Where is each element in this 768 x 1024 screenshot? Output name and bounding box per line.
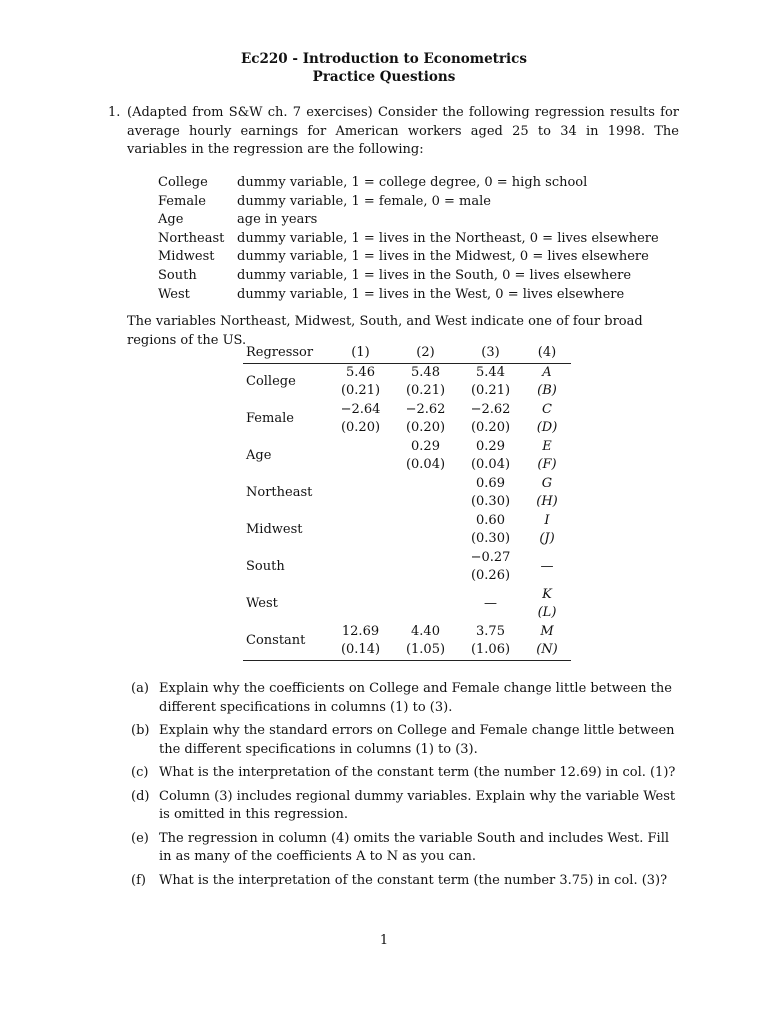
coef-cell (393, 475, 458, 494)
regressor-label: Age (246, 447, 272, 463)
variable-row (158, 193, 659, 212)
question-number: 1. (108, 105, 121, 120)
coef-cell (393, 549, 458, 568)
coef-cell (328, 475, 393, 494)
part-text: What is the interpretation of the constant term (the number 12.69) in col. (1)? (159, 765, 676, 780)
coef-cell: G (541, 475, 553, 491)
question-part (131, 722, 680, 759)
se-cell: (0.21) (405, 383, 446, 398)
se-cell (393, 530, 458, 549)
se-cell (393, 567, 458, 586)
variable-row (158, 248, 659, 267)
se-cell (328, 493, 393, 512)
coef-cell (393, 512, 458, 531)
omitted-dash: — (540, 558, 554, 574)
variable-row (158, 211, 659, 230)
question-parts (131, 680, 680, 895)
part-text: Explain why the standard errors on College and Female change little between the different specifications in columns (1) to (3). (159, 723, 675, 757)
question-part (131, 830, 680, 867)
se-cell: (0.20) (340, 420, 381, 435)
coef-cell: 0.29 (476, 438, 505, 454)
variable-row (158, 230, 659, 249)
coef-cell (328, 438, 393, 457)
se-cell: (D) (536, 420, 558, 435)
coef-cell: −2.62 (405, 401, 446, 417)
part-label: (e) (131, 830, 149, 846)
table-header-row (243, 344, 571, 363)
regressor-label: Midwest (246, 521, 303, 537)
se-cell: (0.20) (470, 420, 511, 435)
regressor-label: Northeast (246, 484, 313, 500)
regressor-label: Constant (243, 623, 328, 661)
regions-note: The variables Northeast, Midwest, South, and West indicate one of four broad regions of the US. (127, 314, 643, 348)
table-row (243, 549, 571, 568)
table-header: (4) (523, 344, 571, 363)
se-cell (328, 530, 393, 549)
question-intro: (Adapted from S&W ch. 7 exercises) Consider the following regression results for average hourly earnings for American workers aged 25 to 34 in 1998. The variables in the regression are the following: (127, 105, 679, 157)
page-number: 1 (379, 933, 389, 948)
coef-cell: K (542, 586, 552, 602)
question-part (131, 872, 680, 891)
variable-row (158, 267, 659, 286)
table-header: (1) (328, 344, 393, 363)
page-title: Ec220 - Introduction to Econometrics (241, 51, 527, 67)
coef-cell (328, 549, 393, 568)
part-label: (b) (131, 723, 150, 738)
se-cell: (J) (539, 531, 555, 546)
regression-table (243, 344, 571, 661)
variable-row (158, 286, 659, 305)
se-cell: (0.30) (470, 494, 511, 509)
variable-desc: dummy variable, 1 = female, 0 = male (237, 193, 491, 209)
coef-cell: 0.29 (411, 438, 440, 454)
part-label: (d) (131, 788, 150, 804)
coef-cell: 5.44 (476, 364, 505, 380)
variable-desc: dummy variable, 1 = college degree, 0 = high school (237, 175, 588, 190)
table-header: Regressor (243, 344, 328, 363)
table-header: (2) (393, 344, 458, 363)
coef-cell: 3.75 (476, 623, 505, 639)
se-cell: (1.05) (393, 641, 458, 660)
part-label: (c) (131, 765, 149, 780)
se-cell: (H) (536, 494, 558, 509)
part-text: What is the interpretation of the constant term (the number 3.75) in col. (3)? (159, 872, 668, 888)
part-text: The regression in column (4) omits the variable South and includes West. Fill in as many of the coefficients A to N as you can. (159, 830, 670, 864)
coef-cell (328, 512, 393, 531)
se-cell: (N) (523, 641, 571, 660)
coef-cell: I (544, 512, 550, 528)
coef-cell: 0.69 (476, 475, 505, 491)
part-text: Explain why the coefficients on College and Female change little between the different specifications in columns (1) to (3). (159, 681, 672, 715)
coef-cell: 0.60 (476, 512, 505, 528)
se-cell: (B) (537, 383, 557, 398)
se-cell (393, 604, 458, 623)
regressor-label: Female (246, 410, 294, 426)
se-cell: (0.04) (470, 457, 511, 472)
se-cell (328, 456, 393, 475)
se-cell: (0.21) (470, 383, 511, 398)
variable-name: Female (158, 193, 206, 209)
table-row (243, 475, 571, 494)
variable-desc: dummy variable, 1 = lives in the Northeast, 0 = lives elsewhere (237, 230, 659, 246)
regressor-label: West (246, 595, 278, 611)
variable-name: West (158, 286, 190, 302)
table-header: (3) (458, 344, 523, 363)
coef-cell: 5.48 (411, 364, 440, 380)
coef-cell: 12.69 (341, 623, 380, 639)
part-text: Column (3) includes regional dummy variables. Explain why the variable West is omitted in this regression. (159, 788, 676, 822)
se-cell (328, 604, 393, 623)
coef-cell (328, 586, 393, 605)
table-row (243, 401, 571, 420)
coef-cell (393, 586, 458, 605)
coef-cell: M (540, 623, 554, 639)
variable-desc: age in years (237, 212, 318, 228)
question-part (131, 764, 680, 783)
question-part (131, 680, 680, 717)
se-cell: (0.30) (470, 531, 511, 546)
se-cell: (0.21) (340, 383, 381, 398)
variable-row (158, 174, 659, 193)
variable-desc: dummy variable, 1 = lives in the Midwest, 0 = lives elsewhere (237, 249, 649, 265)
variable-name: College (158, 175, 208, 190)
regressor-label: South (246, 558, 285, 574)
se-cell: (0.20) (405, 420, 446, 435)
regressor-label: College (246, 373, 296, 389)
variable-name: Northeast (158, 230, 225, 246)
table-row (243, 623, 571, 642)
omitted-dash: — (484, 595, 497, 611)
coef-cell: −2.64 (340, 401, 381, 417)
se-cell: (F) (537, 457, 557, 472)
part-label: (f) (131, 872, 146, 888)
table-row (243, 363, 571, 382)
coef-cell: −2.62 (470, 401, 511, 417)
coef-cell: C (542, 401, 552, 417)
part-label: (a) (131, 681, 149, 696)
variable-desc: dummy variable, 1 = lives in the South, 0 = lives elsewhere (237, 267, 632, 283)
se-cell: (0.26) (470, 568, 511, 583)
se-cell: (0.14) (328, 641, 393, 660)
variable-name: South (158, 267, 197, 283)
variable-name: Age (158, 212, 184, 228)
question-part (131, 788, 680, 825)
se-cell (393, 493, 458, 512)
coef-cell: E (542, 438, 552, 454)
variable-name: Midwest (158, 249, 215, 265)
table-row (243, 438, 571, 457)
se-cell: (1.06) (458, 641, 523, 660)
page-subtitle: Practice Questions (312, 69, 456, 85)
coef-cell: 5.46 (346, 364, 375, 380)
coef-cell: −0.27 (470, 549, 511, 565)
variable-list (158, 174, 659, 304)
se-cell: (L) (537, 605, 557, 620)
se-cell: (0.04) (405, 457, 446, 472)
coef-cell: A (542, 364, 552, 380)
variable-desc: dummy variable, 1 = lives in the West, 0 = lives elsewhere (237, 286, 625, 302)
table-row (243, 586, 571, 605)
coef-cell: 4.40 (411, 623, 440, 639)
table-row (243, 512, 571, 531)
se-cell (328, 567, 393, 586)
